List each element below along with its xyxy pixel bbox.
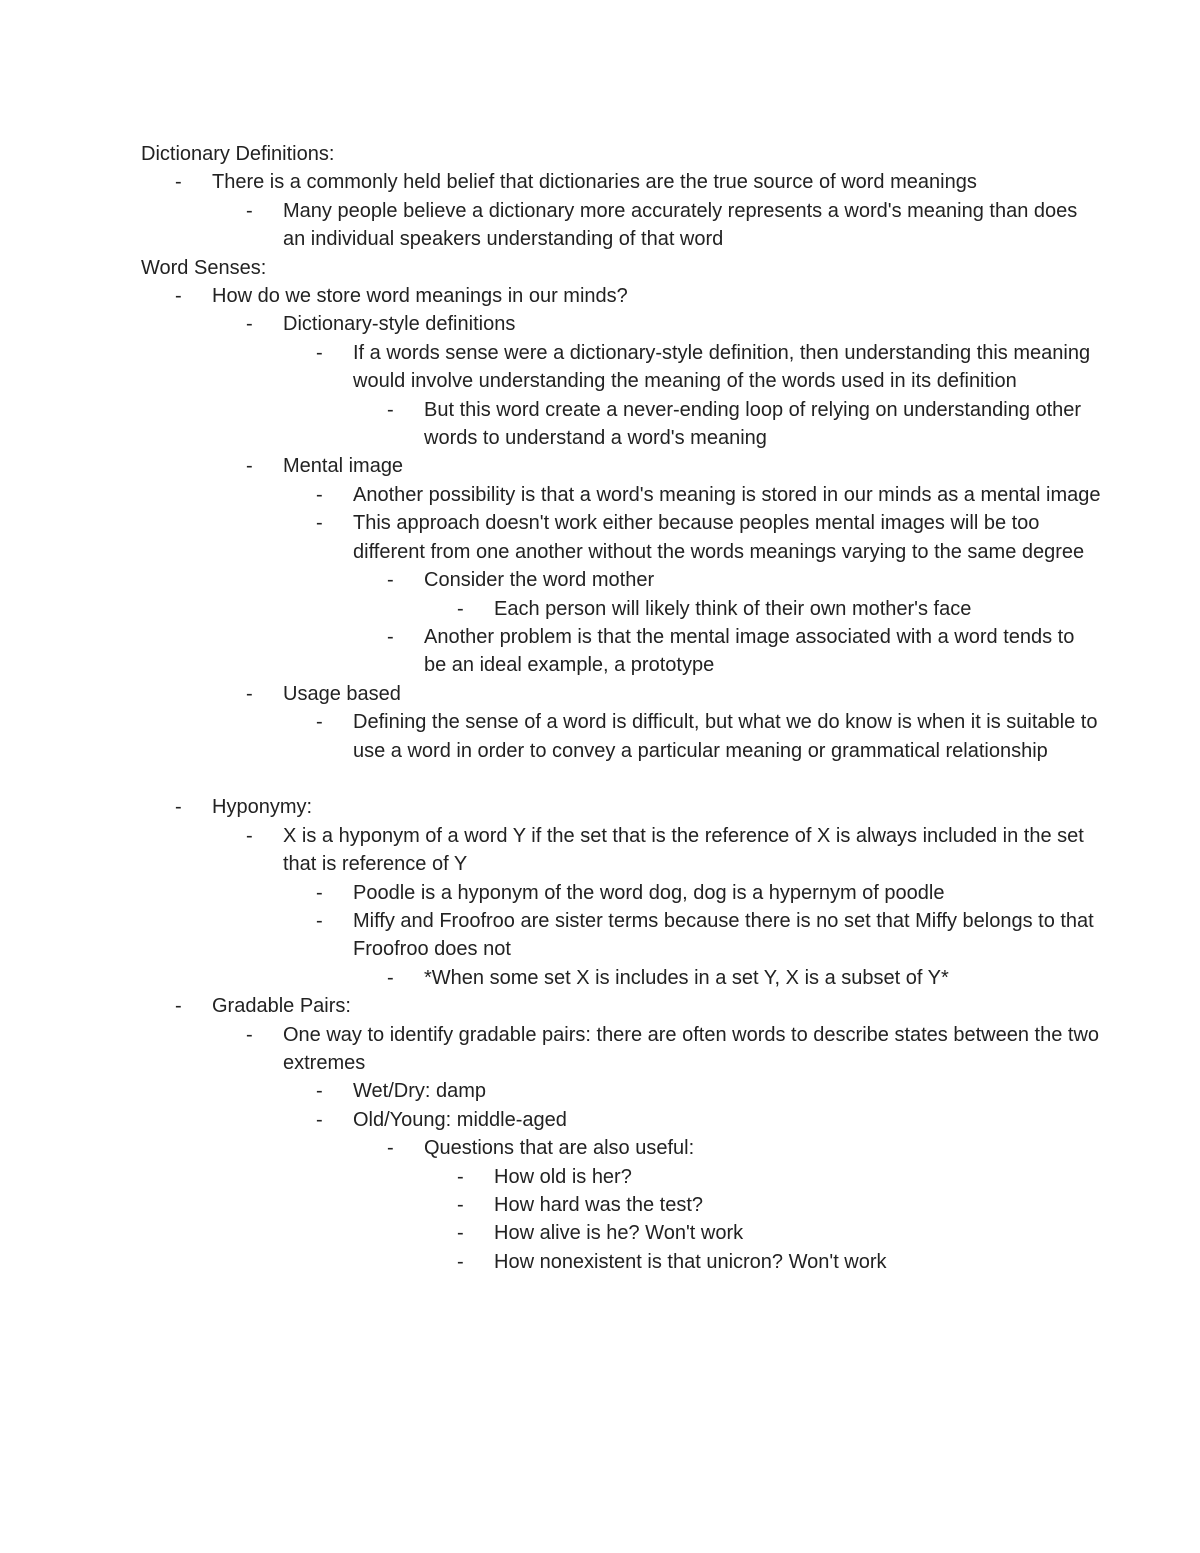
bullet-dash: -	[316, 711, 323, 734]
list-item-text: If a words sense were a dictionary-style definition, then understanding this meaning would involve understanding the meaning of the words used in its definition	[353, 341, 1091, 393]
list-item-text: Mental image	[283, 455, 404, 478]
list-item	[141, 1191, 1101, 1219]
list-item-text: There is a commonly held belief that dictionaries are the true source of word meanings	[212, 171, 977, 194]
list-item-text: *When some set X is includes in a set Y, X is a subset of Y*	[424, 966, 949, 989]
bullet-dash: -	[316, 341, 323, 364]
bullet-dash: -	[316, 909, 323, 932]
list-item	[141, 595, 1101, 623]
list-item-text: Hyponymy:	[212, 796, 313, 819]
list-item	[141, 481, 1101, 509]
bullet-dash: -	[457, 1194, 464, 1217]
bullet-dash: -	[246, 199, 253, 222]
bullet-dash: -	[457, 1250, 464, 1273]
bullet-dash: -	[457, 597, 464, 620]
list-item-text: Usage based	[283, 682, 401, 705]
list-item-text: Old/Young: middle-aged	[353, 1108, 567, 1131]
list-item	[141, 566, 1101, 594]
bullet-dash: -	[387, 625, 394, 648]
list-item	[141, 623, 1101, 680]
list-item	[141, 197, 1101, 254]
list-item	[141, 282, 1101, 310]
bullet-dash: -	[246, 824, 253, 847]
list-item-text: Questions that are also useful:	[424, 1137, 695, 1160]
list-item-text: How do we store word meanings in our minds?	[212, 285, 628, 308]
bullet-dash: -	[175, 796, 182, 819]
bullet-dash: -	[316, 1080, 323, 1103]
list-item	[141, 1134, 1101, 1162]
list-item	[141, 992, 1101, 1020]
list-item-text: Miffy and Froofroo are sister terms because there is no set that Miffy belongs to that Froofroo does not	[353, 909, 1094, 961]
heading-word-senses: Word Senses:	[141, 256, 267, 279]
bullet-dash: -	[246, 1023, 253, 1046]
bullet-dash: -	[387, 966, 394, 989]
bullet-dash: -	[316, 881, 323, 904]
list-item-text: Gradable Pairs:	[212, 995, 351, 1018]
list-item-text: One way to identify gradable pairs: there are often words to describe states between the two extremes	[283, 1023, 1100, 1074]
bullet-dash: -	[175, 995, 182, 1018]
bullet-dash: -	[246, 682, 253, 705]
bullet-dash: -	[316, 512, 323, 535]
list-item-text: How old is her?	[494, 1165, 632, 1188]
list-item	[141, 1021, 1101, 1078]
list-item-text: How nonexistent is that unicron? Won't work	[494, 1250, 887, 1273]
bullet-dash: -	[387, 398, 394, 421]
list-item	[141, 708, 1101, 765]
list-item	[141, 822, 1101, 879]
list-item-text: Another problem is that the mental image associated with a word tends to be an ideal example, a prototype	[424, 625, 1075, 677]
bullet-dash: -	[246, 313, 253, 336]
bullet-dash: -	[246, 455, 253, 478]
list-item	[141, 964, 1101, 992]
list-item-text: Defining the sense of a word is difficult, but what we do know is when it is suitable to use a word in order to convey a particular meaning or grammatical relationship	[353, 711, 1098, 762]
list-item	[141, 1219, 1101, 1247]
list-item-text: Each person will likely think of their own mother's face	[494, 597, 972, 620]
list-item-text: Consider the word mother	[424, 569, 655, 592]
list-item	[141, 793, 1101, 821]
list-item	[141, 509, 1101, 566]
list-item	[141, 907, 1101, 964]
list-item	[141, 396, 1101, 453]
list-item-text: This approach doesn't work either because peoples mental images will be too different from one another without the words meanings varying to the same degree	[353, 512, 1085, 563]
list-item	[141, 680, 1101, 708]
list-item-text: Another possibility is that a word's meaning is stored in our minds as a mental image	[353, 483, 1101, 506]
list-item	[141, 1163, 1101, 1191]
bullet-dash: -	[387, 1137, 394, 1160]
bullet-dash: -	[316, 483, 323, 506]
list-item	[141, 1077, 1101, 1105]
bullet-dash: -	[457, 1165, 464, 1188]
list-item-text: Many people believe a dictionary more accurately represents a word's meaning than does an individual speakers understanding of that word	[283, 199, 1078, 251]
list-item	[141, 452, 1101, 480]
list-item	[141, 310, 1101, 338]
bullet-dash: -	[175, 285, 182, 308]
list-item	[141, 168, 1101, 196]
bullet-dash: -	[316, 1108, 323, 1131]
list-item-text: Wet/Dry: damp	[353, 1080, 486, 1103]
document-body	[141, 140, 1101, 1276]
list-item	[141, 339, 1101, 396]
list-item	[141, 879, 1101, 907]
heading-dictionary-definitions: Dictionary Definitions:	[141, 143, 335, 165]
blank-line	[141, 765, 1101, 793]
bullet-dash: -	[457, 1222, 464, 1245]
list-item-text: How alive is he? Won't work	[494, 1222, 744, 1245]
list-item-text: Dictionary-style definitions	[283, 313, 516, 336]
list-item-text: X is a hyponym of a word Y if the set that is the reference of X is always included in the set that is reference of Y	[283, 824, 1084, 876]
list-item-text: Poodle is a hyponym of the word dog, dog is a hypernym of poodle	[353, 881, 945, 904]
bullet-dash: -	[175, 171, 182, 194]
list-item-text: But this word create a never-ending loop of relying on understanding other words to understand a word's meaning	[424, 398, 1082, 450]
list-item	[141, 1248, 1101, 1276]
list-item-text: How hard was the test?	[494, 1194, 703, 1217]
bullet-dash: -	[387, 569, 394, 592]
list-item	[141, 1106, 1101, 1134]
